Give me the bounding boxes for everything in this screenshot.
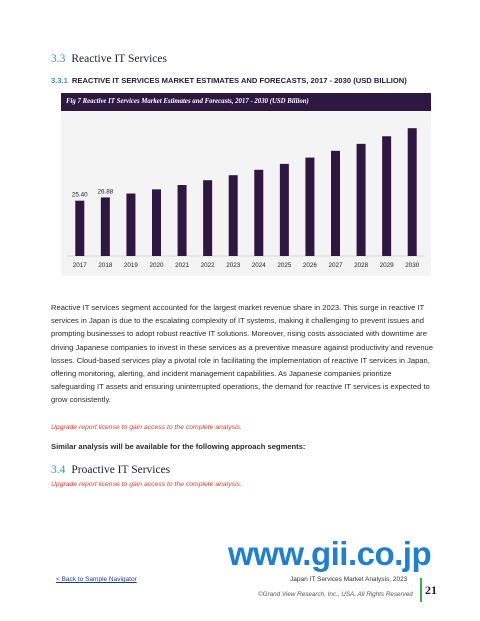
page-number: 21 [425,583,437,597]
x-tick-label-2018: 2018 [98,262,113,269]
bar-2017 [75,201,84,256]
bar-2020 [152,189,161,256]
upgrade-notice-1: Upgrade report license to gain access to the complete analysis. [51,424,242,431]
section-heading-reactive [51,53,167,65]
x-tick-label-2024: 2024 [251,262,266,269]
footer-copyright: ©Grand View Research, Inc., USA. All Rights Reserved [258,591,413,598]
x-tick-label-2020: 2020 [149,262,164,269]
bar-2018 [101,197,110,256]
x-tick-label-2028: 2028 [354,262,369,269]
watermark-url: www.gii.co.jp [228,535,432,572]
footer-report-title: Japan IT Services Market Analysis, 2023 [290,576,408,583]
bar-2028 [357,144,366,256]
data-label-2018: 26.88 [97,188,114,196]
x-tick-label-2021: 2021 [175,262,190,269]
section-heading-proactive [51,464,170,476]
bar-2024 [254,170,263,256]
x-tick-label-2030: 2030 [405,262,420,269]
bar-2019 [126,194,135,256]
bar-2026 [305,158,314,256]
section-number: 3.4 [51,464,66,476]
chart-container [61,93,431,276]
x-tick-label-2026: 2026 [302,262,317,269]
body-paragraph: Reactive IT services segment accounted for the largest market revenue share in 2023. This surge in reactive IT services in Japan is due to the escalating complexity of IT systems, making it challenging to prevent issues and prompting businesses to adopt robust reactive IT solutions. Moreover, rising costs associated with downtime are driving Japanese companies to invest in these services as a preventive measure against productivity and revenue losses. Cloud-based services play a pivotal role in facilitating the implementation of reactive IT services in Japan, offering monitoring, alerting, and incident management capabilities. As Japanese companies prioritize safeguarding IT assets and ensuring uninterrupted operations, the demand for reactive IT services is expected to grow consistently. [51,303,434,405]
x-tick-label-2027: 2027 [328,262,343,269]
data-label-2017: 25.40 [71,191,88,199]
bar-2021 [178,185,187,256]
bar-2023 [229,175,238,256]
bar-2027 [331,151,340,256]
similar-analysis-text: Similar analysis will be available for the following approach segments: [51,442,306,451]
subsection-number: 3.3.1 [51,76,68,85]
back-to-navigator-link[interactable]: < Back to Sample Navigator [56,576,137,583]
bar-2025 [280,164,289,256]
subsection-heading [51,76,407,85]
section-title: Reactive IT Services [71,53,167,65]
x-tick-label-2023: 2023 [226,262,241,269]
x-tick-label-2022: 2022 [200,262,215,269]
bar-2029 [382,136,391,256]
x-tick-label-2017: 2017 [72,262,87,269]
footer-divider [420,578,422,602]
x-tick-label-2025: 2025 [277,262,292,269]
upgrade-notice-2: Upgrade report license to gain access to the complete analysis. [51,481,242,488]
subsection-title: REACTIVE IT SERVICES MARKET ESTIMATES AND FORECASTS, 2017 - 2030 (USD BILLION) [71,76,407,85]
x-tick-label-2019: 2019 [123,262,138,269]
chart-title: Fig 7 Reactive IT Services Market Estimates and Forecasts, 2017 - 2030 (USD Billion) [61,93,431,111]
bar-2022 [203,180,212,256]
bar-chart [61,111,431,276]
x-tick-label-2029: 2029 [379,262,394,269]
bar-2030 [408,128,417,256]
section-title: Proactive IT Services [71,464,171,476]
section-number: 3.3 [51,53,66,65]
